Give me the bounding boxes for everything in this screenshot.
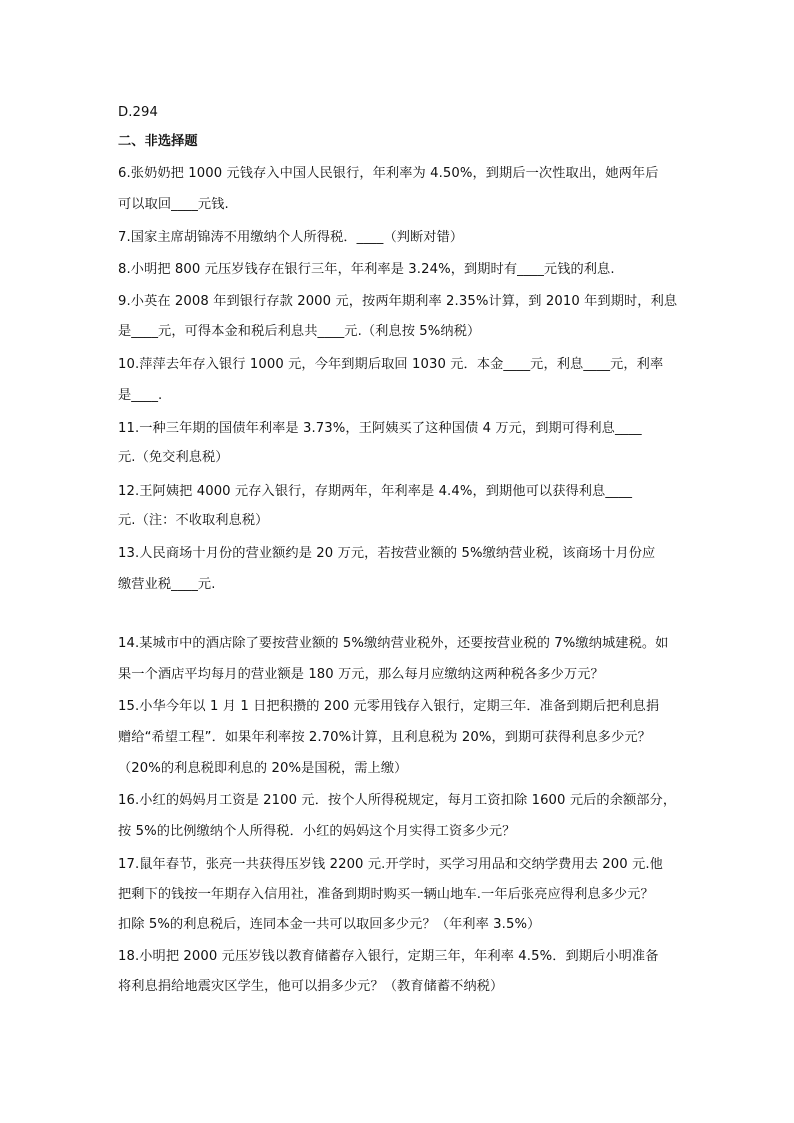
question-12-line-1: 12.王阿姨把 4000 元存入银行，存期两年，年利率是 4.4%，到期他可以获得利息____ xyxy=(118,484,633,499)
question-15-line-2: 赠给“希望工程”．如果年利率按 2.70%计算，且利息税为 20%，到期可获得利息多少元？ xyxy=(118,730,651,745)
option-d: D.294 xyxy=(118,105,159,120)
question-15-line-3: （20%的利息税即利息的 20%是国税，需上缴） xyxy=(118,761,408,776)
question-17-line-3: 扣除 5%的利息税后，连同本金一共可以取回多少元？（年利率 3.5%） xyxy=(118,917,541,932)
question-18-line-2: 将利息捐给地震灾区学生，他可以捐多少元？（教育储蓄不纳税） xyxy=(118,979,504,994)
question-18-line-1: 18.小明把 2000 元压岁钱以教育储蓄存入银行，定期三年，年利率 4.5%．到期后小明准备 xyxy=(118,949,659,964)
question-10-line-1: 10.萍萍去年存入银行 1000 元，今年到期后取回 1030 元．本金____元，利息____元，利率 xyxy=(118,357,664,372)
question-14-line-1: 14.某城市中的酒店除了要按营业额的 5%缴纳营业税外，还要按营业税的 7%缴纳城建税。如 xyxy=(118,636,669,651)
question-17-line-1: 17.鼠年春节，张亮一共获得压岁钱 2200 元.开学时，买学习用品和交纳学费用去 200 元.他 xyxy=(118,857,663,872)
section-heading: 二、非选择题 xyxy=(118,134,198,149)
question-7: 7.国家主席胡锦涛不用缴纳个人所得税．____（判断对错） xyxy=(118,230,464,245)
question-9-line-2: 是____元，可得本金和税后利息共____元.（利息按 5%纳税） xyxy=(118,324,481,339)
question-11-line-2: 元.（免交利息税） xyxy=(118,450,229,465)
question-13-line-2: 缴营业税____元. xyxy=(118,577,216,592)
question-16-line-1: 16.小红的妈妈月工资是 2100 元．按个人所得税规定，每月工资扣除 1600 元后的余额部分， xyxy=(118,793,677,808)
question-10-line-2: 是____. xyxy=(118,388,163,403)
question-8: 8.小明把 800 元压岁钱存在银行三年，年利率是 3.24%，到期时有____元钱的利息. xyxy=(118,262,615,277)
question-12-line-2: 元.（注：不收取利息税） xyxy=(118,513,269,528)
question-6-line-1: 6.张奶奶把 1000 元钱存入中国人民银行，年利率为 4.50%，到期后一次性取出，她两年后 xyxy=(118,166,659,181)
question-14-line-2: 果一个酒店平均每月的营业额是 180 万元，那么每月应缴纳这两种税各多少万元？ xyxy=(118,667,604,682)
question-15-line-1: 15.小华今年以 1 月 1 日把积攒的 200 元零用钱存入银行，定期三年．准备到期后把利息捐 xyxy=(118,699,660,714)
question-11-line-1: 11.一种三年期的国债年利率是 3.73%，王阿姨买了这种国债 4 万元，到期可得利息____ xyxy=(118,421,642,436)
question-13-line-1: 13.人民商场十月份的营业额约是 20 万元，若按营业额的 5%缴纳营业税，该商场十月份应 xyxy=(118,546,656,561)
question-6-line-2: 可以取回____元钱. xyxy=(118,197,229,212)
question-9-line-1: 9.小英在 2008 年到银行存款 2000 元，按两年期利率 2.35%计算，到 2010 年到期时，利息 xyxy=(118,294,678,309)
question-17-line-2: 把剩下的钱按一年期存入信用社，准备到期时购买一辆山地车.一年后张亮应得利息多少元？ xyxy=(118,887,654,902)
question-16-line-2: 按 5%的比例缴纳个人所得税．小红的妈妈这个月实得工资多少元？ xyxy=(118,824,516,839)
